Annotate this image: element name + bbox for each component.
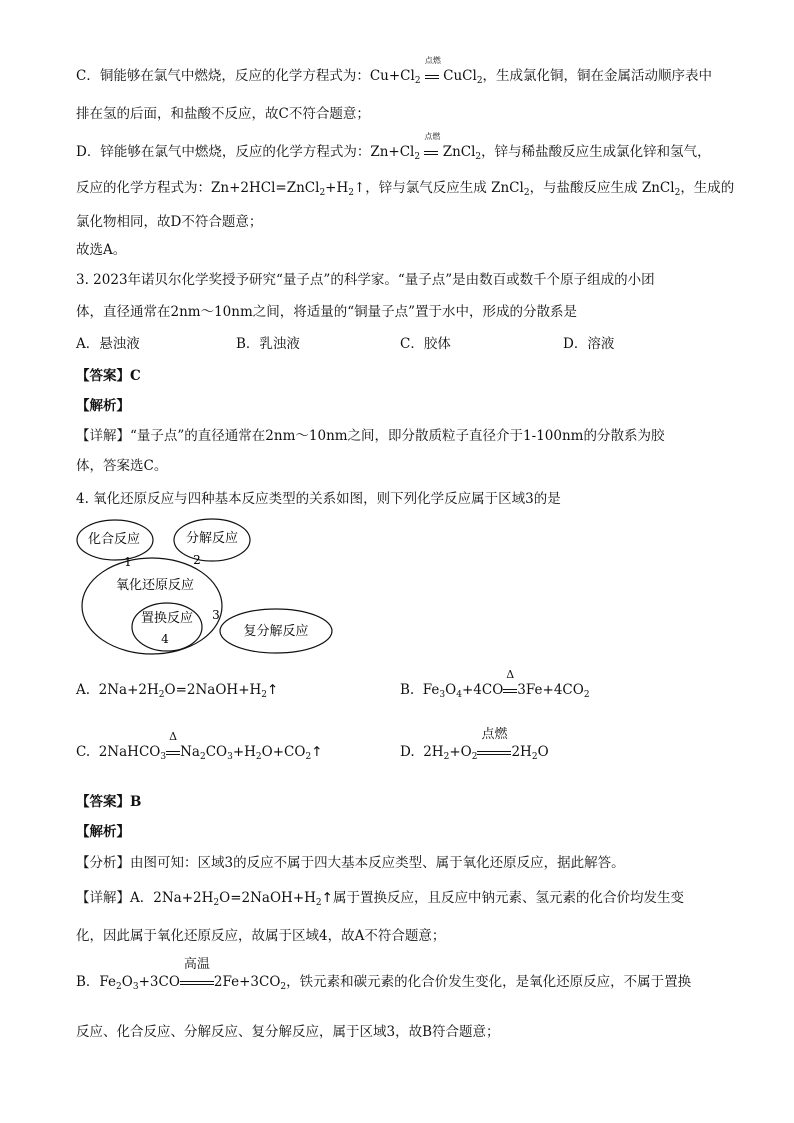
option-d-line1: D．锌能够在氯气中燃烧，反应的化学方程式为：$Zn+Cl_2$ 点燃 ZnCl$_2$，锌与稀盐酸反应生成氯化锌和氢气，	[76, 132, 711, 162]
ignite-condition: 点燃	[424, 142, 438, 162]
detail-3-line1: 【详解】“量子点”的直径通常在2nm～10nm之间，即分散质粒子直径介于1-100nm的分散系为胶	[76, 428, 665, 444]
region-1: 1	[124, 555, 132, 569]
detail-4-line3: B．$Fe_2O_3+3CO$ 高温 $2Fe+3CO_2$，铁元素和碳元素的化合价发生变化，是氧化还原反应，不属于置换	[76, 957, 692, 992]
detail-4-line1: 【详解】A．$2Na+2H_2O=2NaOH+H_2↑$属于置换反应，且反应中钠元素、氢元素的化合价均发生变	[76, 890, 684, 908]
reaction-type-diagram	[70, 518, 340, 660]
label-combination: 化合反应	[87, 532, 141, 547]
option-c-line2: 排在氢的后面，和盐酸不反应，故C不符合题意；	[76, 106, 370, 122]
analysis-4-heading: 【解析】	[76, 824, 130, 840]
option-c-line1: C．铜能够在氯气中燃烧，反应的化学方程式为：$Cu+Cl_2$ 点燃 CuCl$_2$，生成氯化铜，铜在金属活动顺序表中	[76, 56, 713, 86]
ignite-condition: 点燃	[425, 66, 439, 86]
answer-4: 【答案】B	[76, 794, 142, 810]
region-4: 4	[161, 632, 169, 646]
q3-option-d: D．溶液	[563, 336, 615, 352]
ignite-condition: 点燃	[477, 742, 511, 762]
question-4: 4. 氧化还原反应与四种基本反应类型的关系如图，则下列化学反应属于区域3的是	[76, 491, 561, 507]
region-2: 2	[193, 553, 201, 567]
answer-3: 【答案】C	[76, 368, 141, 384]
selection-1: 故选A。	[76, 242, 127, 258]
label-displacement: 置换反应	[140, 611, 194, 626]
q4-option-b: B. $Fe_3O_4+4CO$ Δ $3Fe+4CO_2$	[400, 668, 590, 700]
q4-option-d: D. $2H_2+O_2$ 点燃 $2H_2O$	[400, 727, 549, 762]
analysis-4-summary: 【分析】由图可知：区域3的反应不属于四大基本反应类型、属于氧化还原反应，据此解答。	[76, 855, 625, 871]
label-decomposition: 分解反应	[185, 531, 239, 546]
q3-option-c: C．胶体	[400, 336, 451, 352]
q4-option-c: C. 2NaHCO$_3$ Δ $Na_2CO_3+H_2O+CO_2↑$	[76, 730, 323, 762]
q3-option-b: B．乳浊液	[236, 336, 300, 352]
redox-circle	[82, 558, 222, 654]
heat-condition: Δ	[166, 742, 180, 762]
label-double-decomposition: 复分解反应	[243, 624, 309, 639]
question-3-line2: 体，直径通常在2nm～10nm之间，将适量的“铜量子点”置于水中，形成的分散系是	[76, 304, 578, 320]
question-3-line1: 3. 2023年诺贝尔化学奖授予研究“量子点”的科学家。“量子点”是由数百或数千个原子组成的小团	[76, 272, 655, 288]
option-d-line2: 反应的化学方程式为：$Zn+2HCl=ZnCl_2+H_2↑$，锌与氯气反应生成 ZnCl$_2$，与盐酸反应生成 ZnCl$_2$，生成的	[76, 180, 735, 198]
detail-4-line4: 反应、化合反应、分解反应、复分解反应，属于区域3，故B符合题意；	[76, 1024, 500, 1040]
detail-3-line2: 体，答案选C。	[76, 458, 168, 474]
heat-condition: Δ	[503, 680, 517, 700]
detail-4-line2: 化，因此属于氧化还原反应，故属于区域4，故A不符合题意；	[76, 928, 446, 944]
region-3: 3	[212, 608, 220, 622]
analysis-3-heading: 【解析】	[76, 398, 130, 414]
q4-option-a: A. $2Na+2H_2O=2NaOH+H_2↑$	[76, 682, 279, 700]
q3-option-a: A．悬浊液	[76, 336, 140, 352]
option-d-line3: 氯化物相同，故D不符合题意；	[76, 214, 263, 230]
label-redox: 氧化还原反应	[115, 578, 195, 593]
hightemp-condition: 高温	[180, 972, 214, 992]
